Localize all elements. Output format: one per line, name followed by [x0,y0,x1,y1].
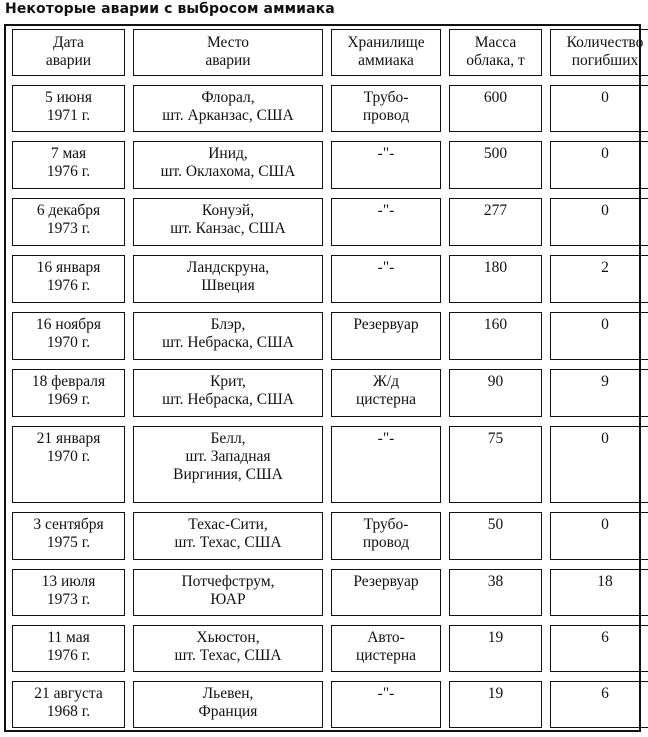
cell-storage [331,255,441,303]
page-title: Некоторые аварии с выбросом аммиака [5,1,335,17]
cell-deaths [550,512,648,560]
cell-mass-line: 19 [487,685,504,702]
cell-storage [331,625,441,672]
cell-place-line: Швеция [201,277,255,294]
cell-mass-line: 50 [487,516,504,533]
cell-mass [449,85,542,132]
cell-storage-line: -"- [377,259,395,276]
cell-date-line: 11 мая [47,629,90,646]
cell-place [133,512,323,560]
cell-storage [331,569,441,616]
accidents-table [4,20,648,737]
cell-date-line: 1973 г. [46,591,91,608]
cell-date [12,141,125,189]
cell-storage [331,312,441,360]
cell-date-line: 18 февраля [31,373,106,390]
header-row [12,29,648,76]
cell-place [133,569,323,616]
cell-mass-line: 19 [487,629,504,646]
cell-mass [449,369,542,417]
cell-date [12,198,125,246]
cell-storage [331,426,441,503]
cell-date [12,625,125,672]
cell-date [12,85,125,132]
cell-place-line: шт. Небраска, США [162,391,294,408]
cell-storage-line: цистерна [355,647,417,664]
cell-mass [449,312,542,360]
cell-mass-line: 38 [487,573,504,590]
cell-place-line: Льевен, [202,685,254,702]
cell-storage-line: Авто- [367,629,405,646]
cell-mass-line: 160 [483,316,508,333]
cell-mass-line: 180 [483,259,508,276]
cell-storage-line: -"- [377,685,395,702]
cell-date-line: 1976 г. [46,163,91,180]
cell-date-line: 1968 г. [46,703,91,720]
cell-deaths [550,369,648,417]
table-row [12,198,648,246]
cell-place-line: ЮАР [210,591,246,608]
cell-deaths-line: 0 [601,202,609,219]
cell-date [12,569,125,616]
cell-place-line: Блэр, [210,316,246,333]
cell-place [133,369,323,417]
cell-mass [449,255,542,303]
cell-mass [449,426,542,503]
cell-deaths [550,255,648,303]
cell-place [133,85,323,132]
cell-storage [331,369,441,417]
cell-place [133,198,323,246]
table-row [12,255,648,303]
header-cell-mass-line: облака, т [466,52,525,69]
cell-deaths-line: 9 [601,373,609,390]
cell-mass [449,681,542,728]
table-row [12,512,648,560]
cell-place [133,681,323,728]
header-cell-mass-line: Масса [474,34,517,51]
cell-date [12,255,125,303]
header-cell-storage-line: Хранилище [347,34,425,51]
cell-mass-line: 500 [483,145,508,162]
cell-date-line: 1969 г. [46,391,91,408]
cell-deaths [550,198,648,246]
cell-storage-line: Трубо- [363,516,409,533]
table-row [12,312,648,360]
cell-deaths [550,85,648,132]
cell-place [133,426,323,503]
cell-place-line: Техас-Сити, [188,516,268,533]
cell-date-line: 7 мая [50,145,87,162]
cell-date-line: 16 января [36,259,101,276]
cell-storage-line: цистерна [355,391,417,408]
cell-mass [449,569,542,616]
header-cell-place [133,29,323,76]
cell-deaths-line: 0 [601,516,609,533]
cell-mass [449,512,542,560]
header-cell-deaths-line: Количество [566,34,644,51]
cell-storage-line: -"- [377,145,395,162]
cell-place-line: Ландскруна, [186,259,270,276]
header-cell-storage-line: аммиака [358,52,414,69]
cell-place-line: Франция [198,703,258,720]
cell-place-line: Конуэй, [201,202,255,219]
header-cell-place-line: Место [206,34,250,51]
cell-date-line: 1976 г. [46,277,91,294]
cell-date [12,512,125,560]
cell-date-line: 1970 г. [46,334,91,351]
cell-deaths [550,141,648,189]
cell-storage-line: Резервуар [353,316,419,333]
cell-mass [449,625,542,672]
cell-mass-line: 90 [487,373,504,390]
table-row [12,569,648,616]
cell-date-line: 16 ноября [35,316,102,333]
cell-storage-line: -"- [377,202,395,219]
cell-place [133,625,323,672]
table-row [12,85,648,132]
cell-place-line: Хьюстон, [196,629,260,646]
cell-mass [449,198,542,246]
cell-place-line: шт. Канзас, США [170,220,286,237]
cell-mass-line: 600 [483,89,508,106]
cell-place-line: шт. Небраска, США [162,334,294,351]
cell-date-line: 1975 г. [46,534,91,551]
cell-mass-line: 277 [483,202,508,219]
cell-deaths-line: 18 [597,573,613,590]
cell-place-line: Крит, [210,373,246,390]
cell-storage [331,512,441,560]
cell-place-line: шт. Оклахома, США [160,163,296,180]
cell-date-line: 13 июля [41,573,96,590]
cell-deaths-line: 0 [601,316,609,333]
cell-mass [449,141,542,189]
cell-place [133,312,323,360]
cell-deaths-line: 0 [601,145,609,162]
cell-date-line: 3 сентября [33,516,104,533]
cell-storage [331,141,441,189]
table-row [12,681,648,728]
header-cell-place-line: аварии [205,52,251,69]
cell-storage-line: провод [362,107,410,124]
table-row [12,625,648,672]
cell-deaths [550,312,648,360]
header-cell-deaths-line: погибших [571,52,639,69]
cell-storage-line: -"- [377,430,395,447]
table-row [12,369,648,417]
cell-place-line: шт. Техас, США [174,647,282,664]
cell-storage-line: Ж/д [372,373,400,390]
cell-deaths-line: 0 [601,89,609,106]
cell-date-line: 1970 г. [46,448,91,465]
cell-date [12,369,125,417]
cell-deaths-line: 2 [601,259,609,276]
cell-date [12,426,125,503]
cell-place-line: шт. Арканзас, США [162,107,294,124]
cell-date-line: 21 августа [34,685,103,702]
cell-place-line: Потчефструм, [181,573,275,590]
cell-place-line: шт. Техас, США [174,534,282,551]
cell-date-line: 1973 г. [46,220,91,237]
cell-place-line: Инид, [208,145,248,162]
cell-storage [331,681,441,728]
cell-place-line: Флорал, [201,89,255,106]
cell-storage-line: Трубо- [363,89,409,106]
cell-date-line: 1971 г. [46,107,91,124]
cell-place [133,255,323,303]
cell-deaths [550,569,648,616]
cell-date-line: 5 июня [45,89,92,106]
table-row [12,426,648,503]
cell-storage-line: Резервуар [353,573,419,590]
cell-date-line: 21 января [36,430,101,447]
cell-deaths-line: 6 [601,629,609,646]
header-cell-date-line: аварии [45,52,92,69]
header-cell-date [12,29,125,76]
cell-deaths-line: 6 [601,685,609,702]
cell-place-line: Белл, [210,430,246,447]
header-cell-storage [331,29,441,76]
cell-mass-line: 75 [487,430,504,447]
cell-place [133,141,323,189]
cell-storage [331,85,441,132]
cell-date-line: 6 декабря [36,202,101,219]
cell-place-line: шт. Западная [185,448,271,465]
header-cell-mass [449,29,542,76]
cell-storage [331,198,441,246]
cell-date [12,312,125,360]
cell-place-line: Виргиния, США [173,466,283,483]
cell-date [12,681,125,728]
cell-storage-line: провод [362,534,410,551]
cell-deaths [550,625,648,672]
header-cell-date-line: Дата [53,34,84,51]
table-row [12,141,648,189]
cell-deaths-line: 0 [601,430,609,447]
cell-deaths [550,681,648,728]
cell-date-line: 1976 г. [46,647,91,664]
cell-deaths [550,426,648,503]
header-cell-deaths [550,29,648,76]
